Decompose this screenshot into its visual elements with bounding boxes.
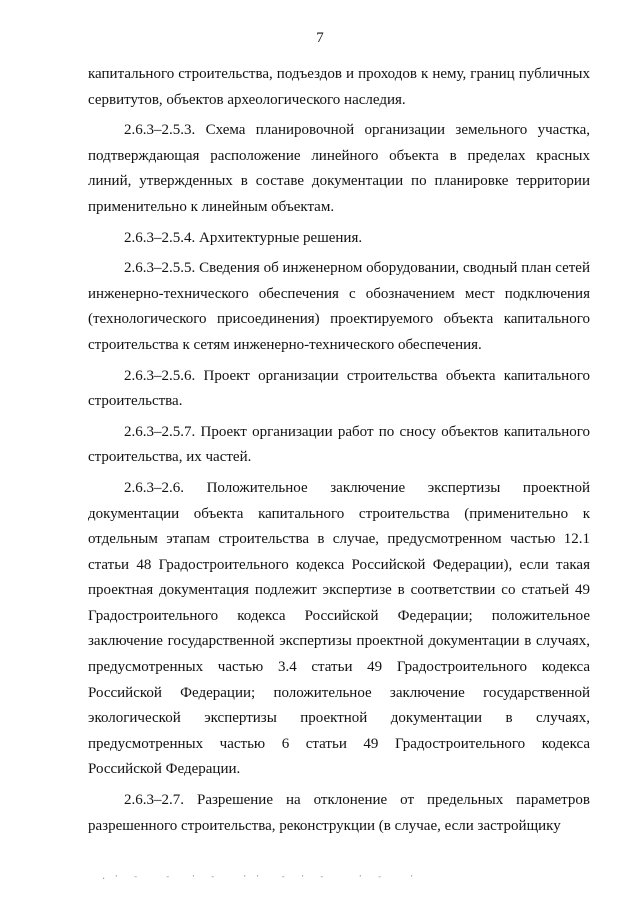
paragraph-continuation: капитального строительства, подъездов и проходов к нему, границ публичных сервитутов, объектов археологического наследия.: [88, 66, 590, 108]
paragraph-2-6-3-2-7: 2.6.3–2.7. Разрешение на отклонение от предельных параметров разрешенного строительства, реконструкции (в случае, если застройщику: [88, 792, 590, 834]
paragraph-2-6-3-2-5-4: 2.6.3–2.5.4. Архитектурные решения.: [124, 229, 363, 246]
page-number: 7: [316, 30, 324, 46]
paragraph-2-6-3-2-6: 2.6.3–2.6. Положительное заключение экспертизы проектной документации объекта капитального строительства (применительно к отдельным этапам строительства в случае, предусмотренном частью 12.1 статьи 48 Градостроительного кодекса Российской Федерации), если такая проектная документация подлежит экспертизе в соответствии со статьей 49 Градостроительного кодекса Российской Федерации; положительное заключение государственной экспертизы проектной документации в случаях, предусмотренных частью 3.4 статьи 49 Градостроительного кодекса Российской Федерации; положительное заключение государственной экологической экспертизы проектной документации в случаях, предусмотренных частью 6 статьи 49 Градостроительного кодекса Российской Федерации.: [88, 479, 590, 778]
paragraph-2-6-3-2-5-7: 2.6.3–2.5.7. Проект организации работ по сносу объектов капитального строительства, их частей.: [88, 423, 590, 466]
paragraph-2-6-3-2-5-3: 2.6.3–2.5.3. Схема планировочной организации земельного участка, подтверждающая расположение линейного объекта в пределах красных линий, утвержденных в составе документации по планировке территории применительно к линейным объектам.: [88, 122, 590, 215]
document-body: [88, 62, 590, 844]
paragraph-2-6-3-2-5-5: 2.6.3–2.5.5. Сведения об инженерном оборудовании, сводный план сетей инженерно-технического обеспечения с обозначением мест подключения (технологического присоединения) проектируемого объекта капитального строительства к сетям инженерно-технического обеспечения.: [88, 260, 590, 353]
paragraph-2-6-3-2-5-6: 2.6.3–2.5.6. Проект организации строительства объекта капитального строительства.: [88, 367, 590, 410]
scan-noise: [88, 862, 588, 884]
scan-noise-marks: . · - - · - · · - · - · - ·: [100, 872, 416, 882]
